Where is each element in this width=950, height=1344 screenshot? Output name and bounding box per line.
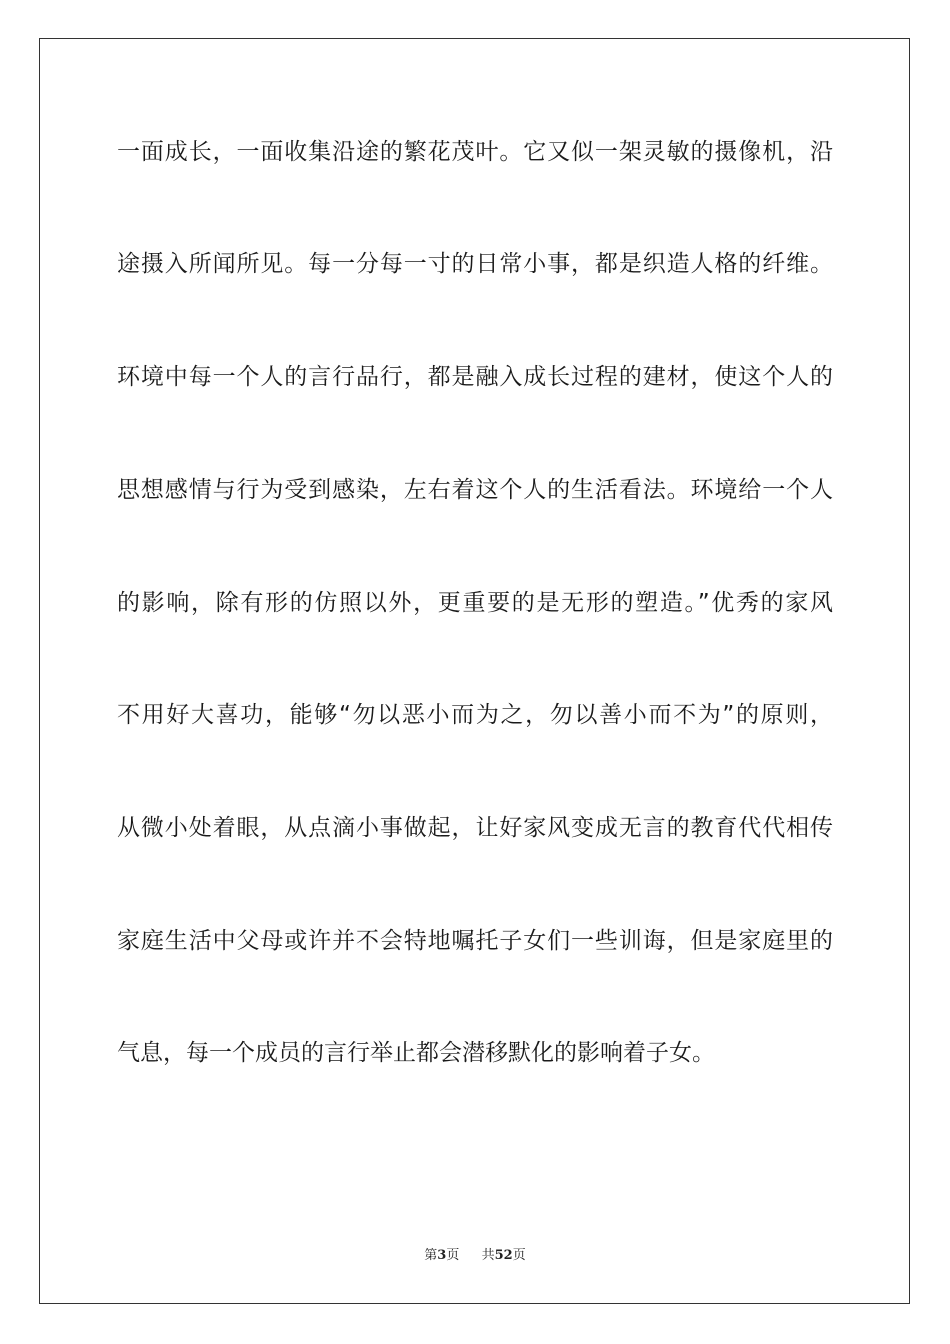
text-line: 途摄入所闻所见。每一分每一寸的日常小事，都是织造人格的纤维。 bbox=[117, 251, 833, 277]
text-line: 的影响，除有形的仿照以外，更重要的是无形的塑造。”优秀的家风 bbox=[117, 590, 833, 616]
text-line: 思想感情与行为受到感染，左右着这个人的生活看法。环境给一个人 bbox=[117, 477, 833, 503]
page-indicator: 第3页 bbox=[424, 1248, 460, 1263]
text-line: 家庭生活中父母或许并不会特地嘱托子女们一些训诲，但是家庭里的 bbox=[117, 928, 833, 954]
page-border bbox=[39, 38, 910, 1304]
text-line: 不用好大喜功，能够“勿以恶小而为之，勿以善小而不为”的原则， bbox=[117, 702, 833, 728]
text-line: 气息，每一个成员的言行举止都会潜移默化的影响着子女。 bbox=[117, 1040, 715, 1066]
text-line: 一面成长，一面收集沿途的繁花茂叶。它又似一架灵敏的摄像机，沿 bbox=[117, 139, 833, 165]
total-pages: 52 bbox=[494, 1248, 513, 1263]
text-line: 环境中每一个人的言行品行，都是融入成长过程的建材，使这个人的 bbox=[117, 364, 833, 390]
page-footer bbox=[0, 1246, 950, 1266]
total-pages-indicator: 共52页 bbox=[481, 1248, 526, 1263]
text-line: 从微小处着眼，从点滴小事做起，让好家风变成无言的教育代代相传 bbox=[117, 815, 833, 841]
page-number: 3 bbox=[437, 1248, 447, 1263]
